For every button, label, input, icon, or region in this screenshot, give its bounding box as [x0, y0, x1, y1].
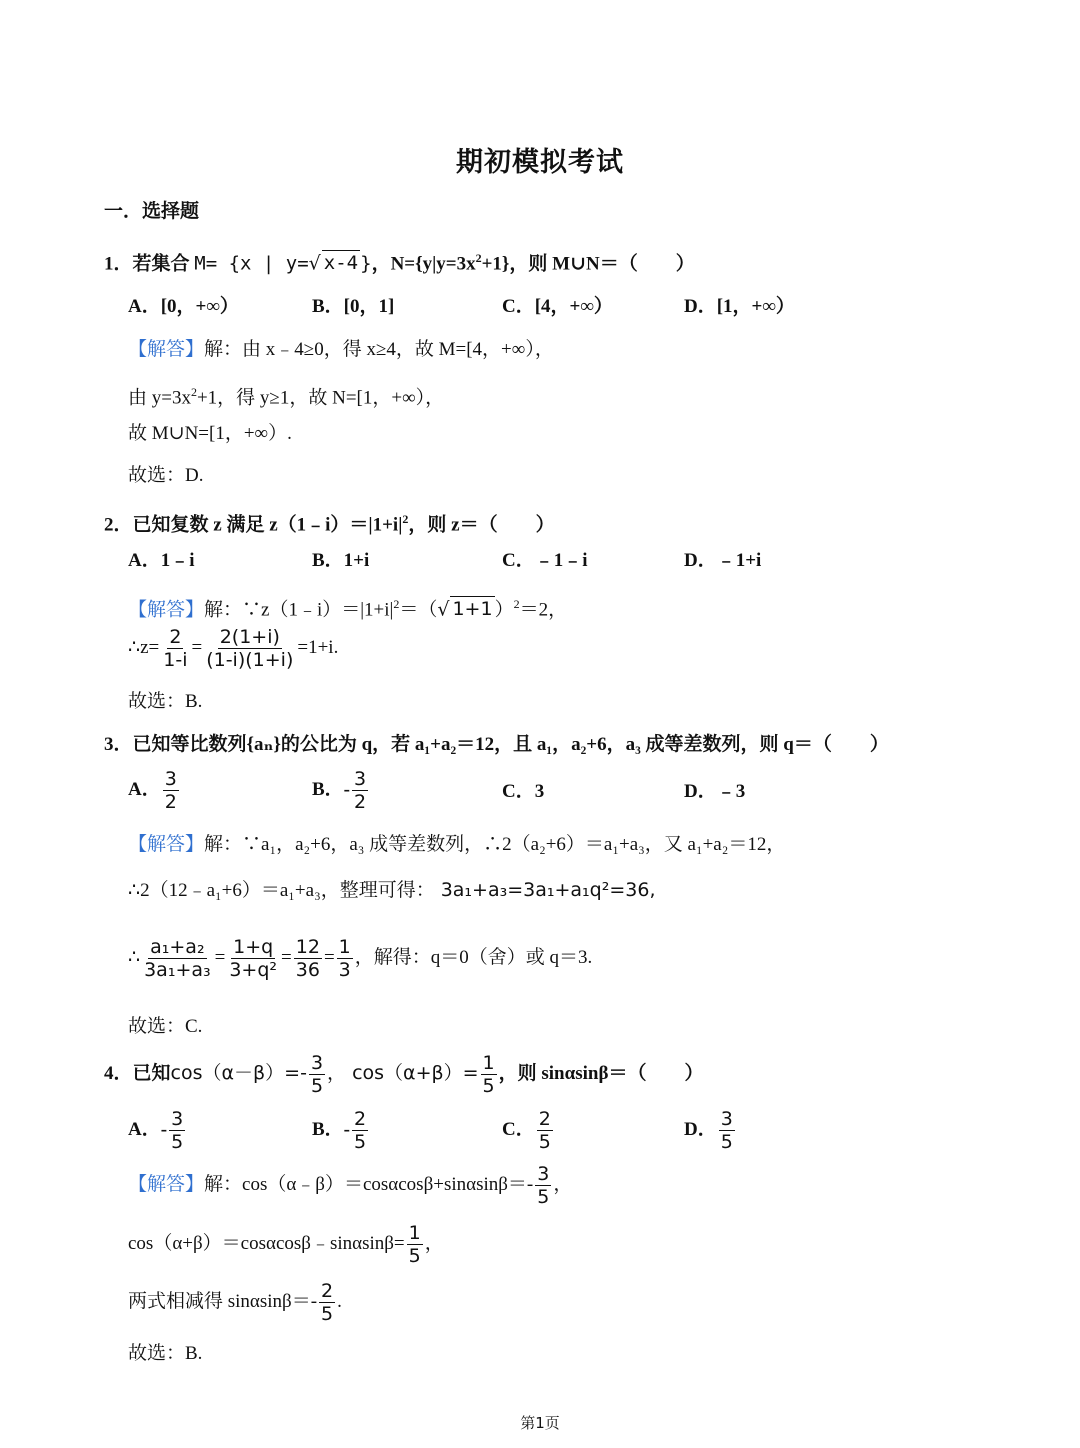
solution-text: 两式相减得 sinαsinβ＝- [128, 1290, 318, 1312]
option-label: A． [128, 778, 161, 800]
fraction [407, 1222, 423, 1267]
question-number: 1． [104, 253, 133, 275]
numerator: 3 [164, 768, 177, 790]
denominator: 5 [171, 1131, 184, 1153]
solution-text: 解：∵a₁，a₂+6，a₃ 成等差数列，∴2（a₂+6）＝a₁+a₃，又 a₁+a₂＝12， [204, 834, 786, 855]
exponent: 2 [475, 251, 482, 265]
option-a [128, 768, 181, 813]
solution-text: ∴ [128, 946, 141, 968]
option-c: C．﹣1﹣i [502, 550, 588, 571]
fraction [319, 1280, 335, 1325]
numerator: 2 [169, 626, 182, 648]
question-1 [104, 246, 695, 276]
question-text: 已知等比数列{aₙ}的公比为 q，若 a₁+a₂＝12，且 a₁，a₂+6，a₃ 成等差数列，则 q＝（ ） [132, 734, 889, 755]
solution-line [128, 1280, 342, 1325]
set-n-close: +1}，则 M∪N＝（ ） [481, 253, 695, 275]
option-label: C． [502, 1118, 535, 1140]
question-text: 若集合 [132, 252, 190, 275]
numerator: a₁+a₂ [150, 936, 205, 958]
option-a: A．[0，+∞） [128, 296, 239, 317]
solution-tag: 【解答】 [128, 833, 205, 855]
solution-text: ∴z= [128, 636, 160, 658]
option-d: D．﹣1+i [684, 550, 762, 571]
question-number: 3． [104, 734, 133, 755]
solution-tag: 【解答】 [128, 1172, 205, 1195]
denominator: 2 [354, 791, 367, 813]
answer-line: 故选：C. [128, 1016, 203, 1037]
option-a [128, 1108, 187, 1153]
sqrt-icon: √ [437, 598, 450, 621]
solution-line [128, 1163, 572, 1208]
numerator: 1 [338, 936, 351, 958]
question-number: 2． [104, 514, 133, 536]
set-n-expression: ，N={y|y=3x [371, 253, 476, 275]
fraction [169, 1108, 185, 1153]
set-m-expression: M= {x | y= [194, 252, 309, 275]
denominator: 5 [310, 1075, 324, 1097]
punctuation: ， [424, 1232, 444, 1254]
option-c [502, 1108, 555, 1153]
numerator: 3 [354, 768, 367, 790]
denominator: 5 [321, 1303, 334, 1325]
fraction [309, 1052, 325, 1097]
question-number: 4． [104, 1062, 133, 1084]
answer-line: 故选：B. [128, 691, 203, 712]
answer-line: 故选：B. [128, 1343, 203, 1364]
fraction [294, 936, 322, 981]
solution-text: ＝（ [399, 599, 438, 621]
fraction [337, 936, 353, 981]
option-label: D． [684, 1118, 717, 1140]
option-label: A．- [128, 1118, 168, 1140]
denominator: 5 [482, 1075, 495, 1097]
numerator: 3 [537, 1163, 550, 1185]
denominator: 1-i [163, 649, 188, 671]
denominator: 36 [295, 959, 320, 981]
fraction [352, 1108, 368, 1153]
denominator: 2 [164, 791, 177, 813]
question-text: ，则 sinαsinβ＝（ ） [498, 1062, 704, 1084]
exponent: 2 [402, 512, 409, 526]
numerator: 2 [538, 1108, 551, 1130]
option-b: B．1+i [312, 550, 370, 571]
option-b [312, 1108, 370, 1153]
option-d: D．﹣3 [684, 781, 746, 802]
numerator: 1+q [233, 936, 274, 958]
question-4 [104, 1052, 703, 1097]
fraction [481, 1052, 497, 1097]
solution-line [128, 1222, 444, 1267]
solution-text: ） [494, 599, 514, 621]
option-d [684, 1108, 737, 1153]
numerator: 3 [171, 1108, 184, 1130]
option-a: A．1﹣i [128, 550, 195, 571]
sqrt-radicand: x-4 [323, 252, 359, 275]
denominator: 5 [720, 1131, 733, 1153]
sqrt-radicand: 1+1 [452, 598, 493, 621]
fraction [142, 936, 213, 981]
option-b [312, 768, 370, 813]
denominator: 5 [537, 1186, 550, 1208]
exponent: 2 [190, 385, 197, 399]
option-c: C．3 [502, 781, 545, 802]
denominator: 3a₁+a₃ [144, 959, 211, 981]
solution-tag: 【解答】 [128, 338, 205, 360]
exponent: 2 [513, 597, 520, 611]
punctuation: . [337, 1290, 342, 1312]
solution-line [128, 592, 567, 622]
solution-line [128, 337, 554, 362]
numerator: 1 [482, 1052, 495, 1074]
solution-text: =1+i. [297, 636, 339, 658]
solution-line [128, 878, 656, 903]
numerator: 3 [720, 1108, 733, 1130]
numerator: 3 [310, 1052, 324, 1074]
set-m-close: } [360, 252, 372, 275]
solution-equation: 3a₁+a₃=3a₁+a₁q²=36, [440, 879, 656, 901]
sqrt-icon: √ [308, 252, 321, 275]
numerator: 2(1+i) [219, 626, 280, 648]
denominator: 3+q² [229, 959, 278, 981]
denominator: 5 [354, 1131, 367, 1153]
question-text: 已知 [132, 1062, 171, 1084]
fraction [537, 1108, 553, 1153]
exponent: 2 [393, 597, 400, 611]
question-3 [104, 733, 889, 757]
solution-text: 由 y=3x [128, 387, 191, 409]
option-c: C．[4，+∞） [502, 296, 613, 317]
option-label: B．- [312, 1118, 351, 1140]
condition-expression: cos（α－β）=- [170, 1061, 307, 1084]
fraction [204, 626, 295, 671]
section-heading: 一．选择题 [104, 200, 200, 222]
denominator: 3 [338, 959, 351, 981]
solution-line [128, 832, 785, 857]
fraction [161, 626, 189, 671]
solution-line: ∴z= $\frac{2}{1-i}$ = $\frac{2(1+i)}{(1-i)(1+i)}$ =1+i. [128, 626, 339, 671]
punctuation: ， [553, 1173, 573, 1195]
solution-text: 解：∵z（1﹣i）＝|1+i| [204, 599, 394, 621]
solution-text: +1，得 y≥1，故 N=[1，+∞）， [196, 387, 445, 409]
fraction [227, 936, 279, 981]
option-d: D．[1，+∞） [684, 296, 795, 317]
denominator: 5 [408, 1245, 421, 1267]
solution-text: cos（α+β）＝cosαcosβ﹣sinαsinβ= [128, 1232, 405, 1254]
question-2 [104, 507, 555, 537]
question-text: 已知复数 z 满足 z（1﹣i）＝|1+i| [132, 514, 403, 536]
numerator: 2 [321, 1280, 334, 1302]
numerator: 12 [295, 936, 320, 958]
solution-text: 解：cos（α﹣β）＝cosαcosβ+sinαsinβ＝- [204, 1173, 534, 1195]
fraction [535, 1163, 551, 1208]
solution-line: 故 M∪N=[1，+∞）. [128, 423, 292, 444]
solution-text: ＝2， [519, 599, 568, 621]
answer-line: 故选：D. [128, 465, 204, 486]
solution-text: 解：由 x﹣4≥0，得 x≥4，故 M=[4，+∞）， [204, 339, 554, 360]
solution-line: ∴ $\frac{\text{a₁+a₂}}{\text{3a₁+a₃}}$ = $\frac{1+q}{\text{3+q²}}$ = $\frac{12}{36}$ = $\frac{1}{3}$ ，解得：q＝0（舍）或 q＝3. [128, 936, 593, 981]
solution-text: ，解得：q＝0（舍）或 q＝3. [354, 946, 593, 968]
denominator: 5 [538, 1131, 551, 1153]
fraction [163, 768, 179, 813]
solution-text: ∴2（12﹣a₁+6）＝a₁+a₃，整理可得： [128, 880, 435, 901]
fraction [352, 768, 368, 813]
condition-expression: ， cos（α+β）= [327, 1061, 479, 1084]
page-number: 第1页 [520, 1414, 560, 1432]
page-title: 期初模拟考试 [456, 147, 624, 178]
solution-tag: 【解答】 [128, 598, 205, 621]
numerator: 1 [408, 1222, 421, 1244]
option-b: B．[0，1] [312, 296, 395, 317]
fraction [719, 1108, 735, 1153]
numerator: 2 [354, 1108, 367, 1130]
question-text: ，则 z＝（ ） [408, 514, 555, 536]
denominator: (1-i)(1+i) [206, 649, 294, 671]
option-label: B．- [312, 778, 351, 800]
solution-line [128, 380, 444, 410]
